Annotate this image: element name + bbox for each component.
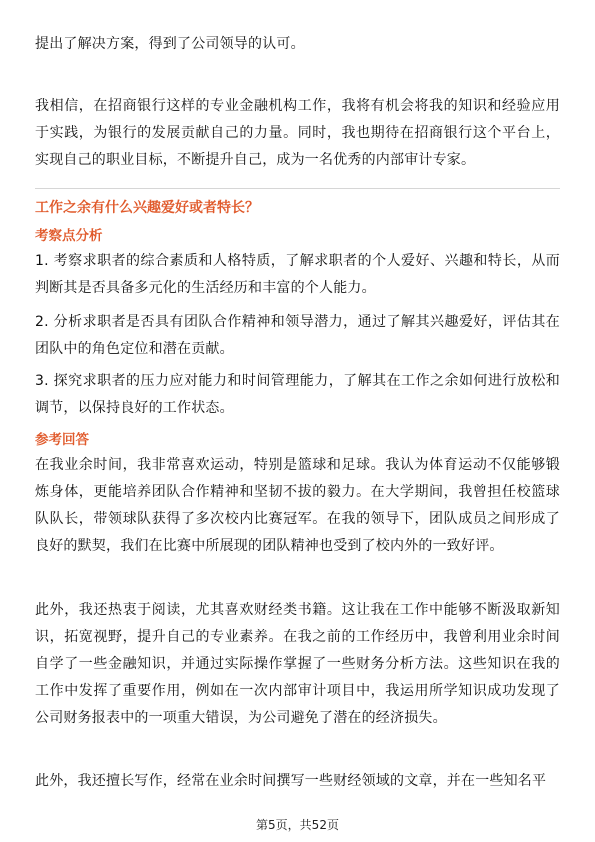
analysis-point-1: 1. 考察求职者的综合素质和人格特质，了解求职者的个人爱好、兴趣和特长，从而判断其是否具备多元化的生活经历和丰富的个人能力。: [35, 253, 560, 296]
answer-paragraph-1: 在我业余时间，我非常喜欢运动，特别是篮球和足球。我认为体育运动不仅能够锻炼身体，更能培养团队合作精神和坚韧不拔的毅力。在大学期间，我曾担任校篮球队队长，带领球队获得了多次校内比赛冠军。在我的领导下，团队成员之间形成了良好的默契，我们在比赛中所展现的团队精神也受到了校内外的一致好评。: [35, 457, 560, 554]
answer-label: 参考回答: [35, 432, 89, 448]
answer-paragraph-2: 此外，我还热衷于阅读，尤其喜欢财经类书籍。这让我在工作中能够不断汲取新知识，拓宽视野，提升自己的专业素养。在我之前的工作经历中，我曾利用业余时间自学了一些金融知识，并通过实际操作掌握了一些财务分析方法。这些知识在我的工作中发挥了重要作用，例如在一次内部审计项目中，我运用所学知识成功发现了公司财务报表中的一项重大错误，为公司避免了潜在的经济损失。: [35, 602, 560, 726]
analysis-label: 考察点分析: [35, 228, 103, 244]
analysis-point-3: 3. 探究求职者的压力应对能力和时间管理能力，了解其在工作之余如何进行放松和调节，以保持良好的工作状态。: [35, 373, 560, 416]
question-title: 工作之余有什么兴趣爱好或者特长？: [35, 200, 259, 216]
intro-paragraph-2: 我相信，在招商银行这样的专业金融机构工作，我将有机会将我的知识和经验应用于实践，为银行的发展贡献自己的力量。同时，我也期待在招商银行这个平台上，实现自己的职业目标，不断提升自己，成为一名优秀的内部审计专家。: [35, 98, 560, 168]
answer-paragraph-3: 此外，我还擅长写作，经常在业余时间撰写一些财经领域的文章，并在一些知名平: [35, 773, 547, 789]
section-divider: [35, 188, 560, 189]
analysis-point-2: 2. 分析求职者是否具有团队合作精神和领导潜力，通过了解其兴趣爱好，评估其在团队中的角色定位和潜在贡献。: [35, 314, 560, 357]
intro-paragraph-1: 提出了解决方案，得到了公司领导的认可。: [35, 36, 305, 52]
page-number: 第5页，共52页: [256, 818, 339, 832]
